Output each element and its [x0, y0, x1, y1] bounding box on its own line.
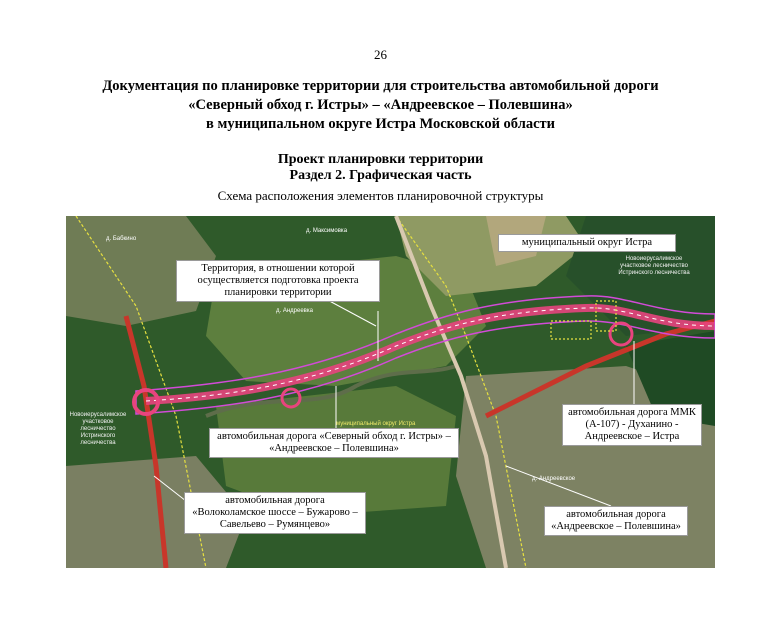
scheme-title: Схема расположения элементов планировочной структуры [217, 188, 544, 203]
title-line: «Северный обход г. Истры» – «Андреевское – Полевшина» [188, 97, 573, 113]
village-label: д. Андреевка [276, 308, 313, 314]
subtitle-line: Раздел 2. Графическая часть [289, 168, 472, 183]
subtitle-line: Проект планировки территории [277, 152, 484, 167]
municipal-callout: муниципальный округ Истра [498, 234, 676, 252]
boundary-label: муниципальный округ Истра [336, 421, 416, 427]
page-number: 26 [374, 47, 387, 62]
village-label: д. Бабкино [106, 236, 137, 242]
north-bypass-road-callout: автомобильная дорога «Северный обход г. Истры» – «Андреевское – Полевшина» [209, 428, 459, 458]
village-label: д. Максимовка [306, 228, 348, 234]
volokolamsk-road-callout: автомобильная дорога «Волоколамское шоссе – Бужарово – Савельево – Румянцево» [184, 492, 366, 534]
territory-callout: Территория, в отношении которой осуществляется подготовка проекта планировки территории [176, 260, 380, 302]
title-line: в муниципальном округе Истра Московской области [205, 116, 555, 132]
title-line: Документация по планировке территории для строительства автомобильной дороги [102, 78, 659, 94]
section-title [0, 152, 761, 184]
forestry-label: Новоиерусалимское участковое лесничество Истринского лесничества [618, 256, 690, 276]
site-plan-map [66, 216, 715, 568]
andreevskoe-road-callout: автомобильная дорога «Андреевское – Полевшина» [544, 506, 688, 536]
mmk-road-callout: автомобильная дорога ММК (А-107) - Духанино - Андреевское – Истра [562, 404, 702, 446]
forestry-label: Новоиерусалимское участковое лесничество Истринского лесничества [69, 412, 127, 446]
village-label: д. Андреевское [532, 476, 576, 482]
document-title [0, 77, 761, 134]
